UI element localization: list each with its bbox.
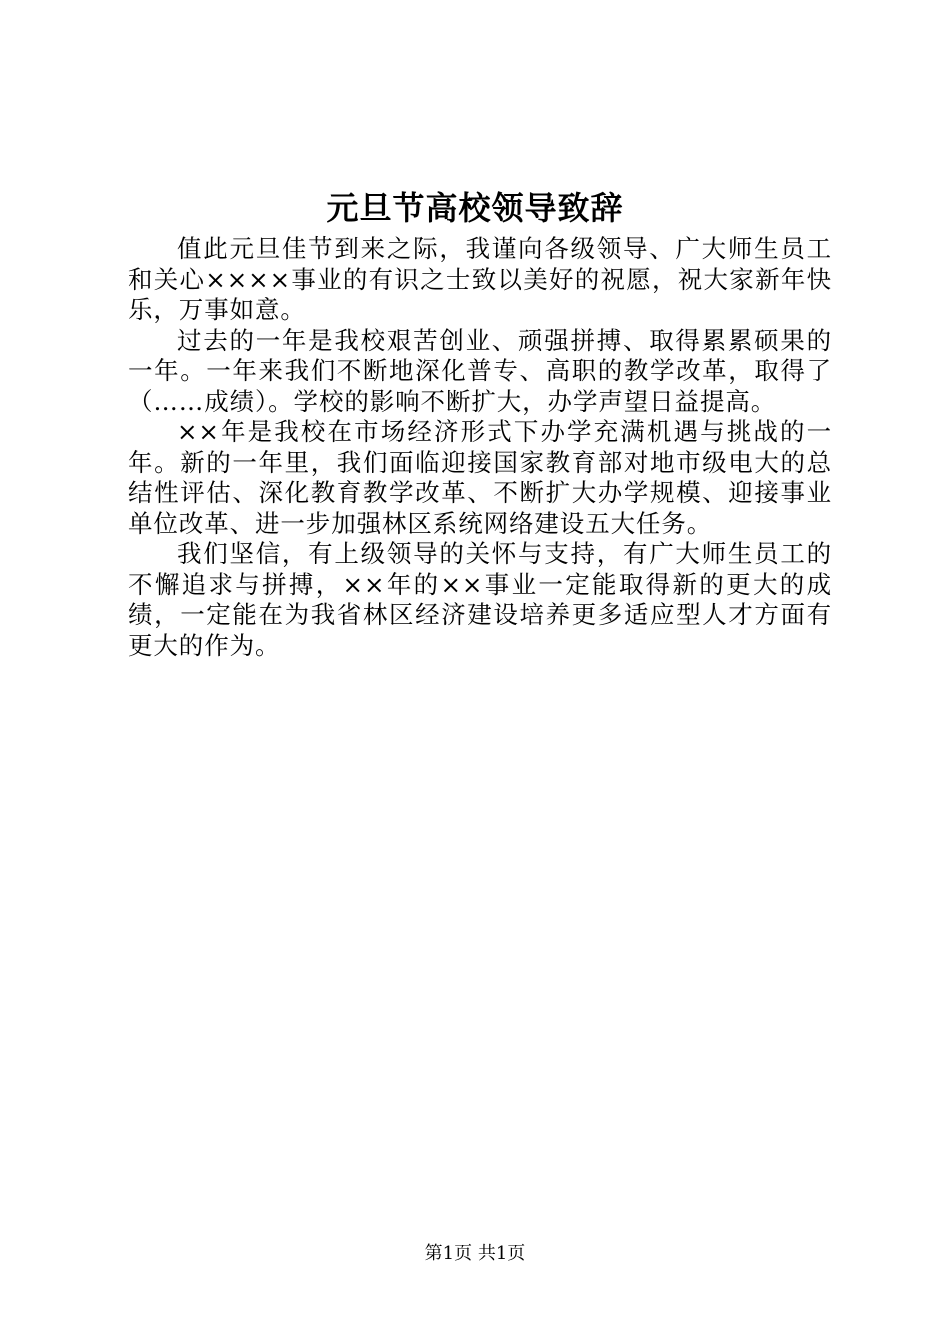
- document-title: 元旦节高校领导致辞: [326, 189, 624, 227]
- page-number-footer: 第1页 共1页: [424, 1243, 526, 1264]
- paragraph-4: 我们坚信，有上级领导的关怀与支持，有广大师生员工的不懈追求与拼搏，××年的××事业一定能取得新的更大的成绩，一定能在为我省林区经济建设培养更多适应型人才方面有更大的作为。: [128, 539, 832, 660]
- paragraph-1: 值此元旦佳节到来之际，我谨向各级领导、广大师生员工和关心××××事业的有识之士致以美好的祝愿，祝大家新年快乐，万事如意。: [128, 234, 832, 324]
- paragraph-2: 过去的一年是我校艰苦创业、顽强拼搏、取得累累硕果的一年。一年来我们不断地深化普专、高职的教学改革，取得了（……成绩）。学校的影响不断扩大，办学声望日益提高。: [128, 325, 832, 416]
- document-body: [128, 234, 832, 661]
- paragraph-3: ××年是我校在市场经济形式下办学充满机遇与挑战的一年。新的一年里，我们面临迎接国家教育部对地市级电大的总结性评估、深化教育教学改革、不断扩大办学规模、迎接事业单位改革、进一步加强林区系统网络建设五大任务。: [128, 417, 832, 538]
